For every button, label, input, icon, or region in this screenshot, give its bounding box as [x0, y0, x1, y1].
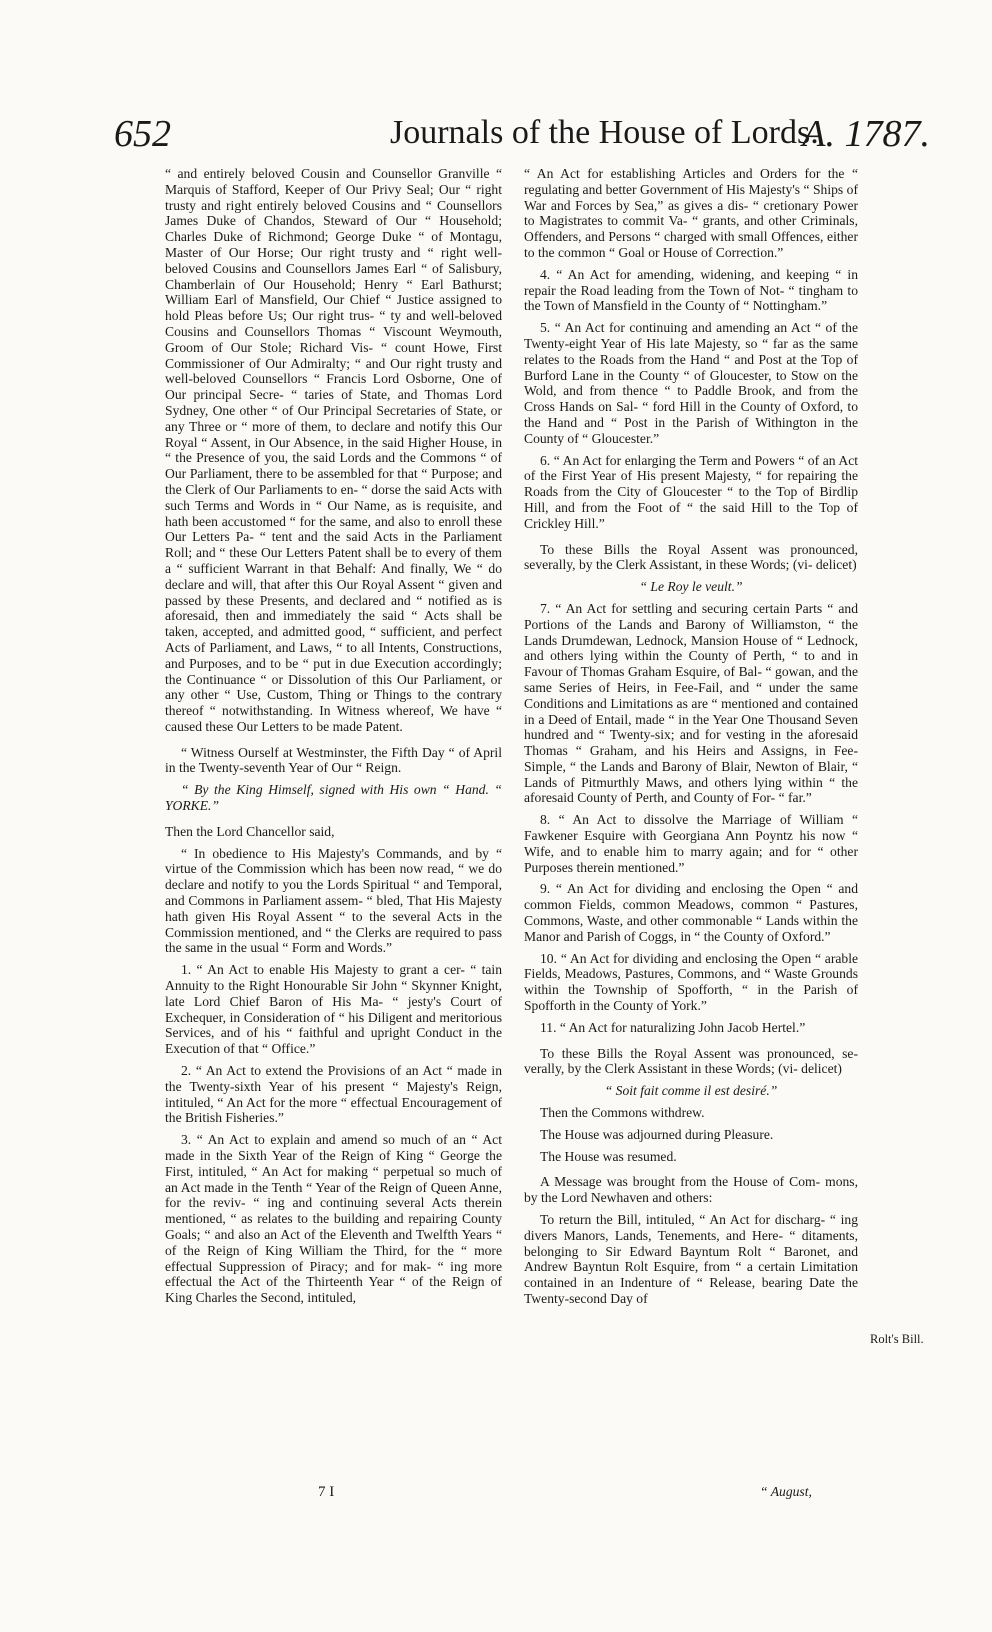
act-item: 7. “ An Act for settling and securing certain Parts “ and Portions of the Lands and Barony of Williamston, “ the Lands Drumdewan, Lednock, Mansion House of “ Lednock, and others lying within the County of Perth, “ to and in Favour of Thomas Graham Esquire, of Bal- “ gowan, and the same Series of Heirs, in Fee-Fail, and “ under the same Conditions and Limitations as are “ mentioned and contained in a Deed of Entail, made “ in the Year One Thousand Seven hundred and “ Twenty-six; and for vesting in the aforesaid Thomas “ Graham, and his Heirs and Assigns, in Fee-Simple, “ the Lands and Barony of Blair, Newton of Blair, “ Lands of Pitmurthly Maws, and others lying within “ the aforesaid County of Perth, and County of For- “ far.”	[524, 600, 858, 806]
act-item: 8. “ An Act to dissolve the Marriage of William “ Fawkener Esquire with Georgiana Ann Poyntz his now “ Wife, and to enable him to marry again; and for “ other Purposes therein mentioned.”	[524, 812, 858, 875]
witness-clause: “ Witness Ourself at Westminster, the Fifth Day “ of April in the Twenty-seventh Year of Our “ Reign.	[165, 744, 502, 776]
act-item: 10. “ An Act for dividing and enclosing the Open “ arable Fields, Meadows, Pastures, Commons, and “ Waste Grounds within the Township of Spofforth, “ in the Parish of Spofforth in the County of York.”	[524, 950, 858, 1014]
act-item: 4. “ An Act for amending, widening, and keeping “ in repair the Road leading from the Town of Not- “ tingham to the Town of Mansfield in the County of “ Nottingham.”	[524, 266, 858, 314]
assent-statement: To these Bills the Royal Assent was pronounced, severally, by the Clerk Assistant, in these Words; (vi- delicet)	[524, 541, 858, 573]
act-item: 2. “ An Act to extend the Provisions of an Act “ made in the Twenty-sixth Year of his present “ Majesty's Reign, intituled, “ An Act for the more “ effectual Encouragement of the British Fisheries.”	[165, 1063, 502, 1126]
year-heading: A. 1787.	[802, 113, 930, 155]
assent-statement: To these Bills the Royal Assent was pronounced, se- verally, by the Clerk Assistant in these Words; (vi- delicet)	[524, 1045, 858, 1077]
act-item: 1. “ An Act to enable His Majesty to grant a cer- “ tain Annuity to the Right Honourable Sir John “ Skynner Knight, late Lord Chief Baron of His Ma- “ jesty's Court of Exchequer, in Consideration of “ his Diligent and meritorious Services, and of his “ faithful and upright Conduct in the Execution of that “ Office.”	[165, 962, 502, 1057]
act-item: 6. “ An Act for enlarging the Term and Powers “ of an Act of the First Year of His present Majesty, “ for repairing the Roads from the City of Gloucester “ to the Top of Birdlip Hill, and from the Foot of “ the said Hill to the Top of Crickley Hill.”	[524, 452, 858, 531]
proceeding-line: Then the Commons withdrew.	[540, 1105, 705, 1121]
act-item: 5. “ An Act for continuing and amending an Act “ of the Twenty-eight Year of His late Majesty, so “ far as the same relates to the Roads from the Hand “ and Post at the Top of Burford Lane in the County “ of Gloucester, to Stow on the Wold, and from thence “ to Paddle Brook, and from the Cross Hands on Sal- “ ford Hill in the County of Oxford, to the Hand and “ Post in the Parish of Withington in the County of “ Gloucester.”	[524, 320, 858, 446]
royal-signature: “ By the King Himself, signed with His own “ Hand. “ YORKE.”	[165, 782, 502, 814]
page-number: 652	[114, 113, 171, 155]
catchword: “ August,	[760, 1484, 812, 1499]
assent-formula: “ Soit fait comme il est desiré.”	[604, 1083, 778, 1099]
act-continuation: “ An Act for establishing Articles and Orders for the “ regulating and better Government of His Majesty's “ Ships of War and Forces by Sea,” as gives a dis- “ cretionary Power to Magistrates to commit Va- “ grants, and other Criminals, Offenders, and Persons “ charged with small Offences, either to the common “ Goal or House of Correction.”	[524, 166, 858, 260]
page-header	[110, 108, 930, 164]
chancellor-speech: “ In obedience to His Majesty's Commands, and by “ virtue of the Commission which has been now read, “ we do declare and notify to you the Lords Spiritual “ and Temporal, and Commons in Parliament assem- “ bled, That His Majesty hath given His Royal Assent “ to the several Acts in the Commission mentioned, and “ the Clerks are required to pass the same in the usual “ Form and Words.”	[165, 845, 502, 956]
act-item: 11. “ An Act for naturalizing John Jacob Hertel.”	[540, 1019, 806, 1035]
right-column	[524, 166, 858, 1313]
signature-mark: 7 I	[318, 1484, 335, 1500]
assent-formula: “ Le Roy le veult.”	[639, 579, 743, 595]
act-item: 9. “ An Act for dividing and enclosing the Open “ and common Fields, common Meadows, common “ Pastures, Commons, Waste, and other commonable “ Lands within the Manor and Parish of Coggs, in “ the County of Oxford.”	[524, 881, 858, 944]
act-item: 3. “ An Act to explain and amend so much of an “ Act made in the Sixth Year of the Reign of King “ George the First, intituled, “ An Act for making “ perpetual so much of an Act made in the Tenth “ Year of the Reign of Queen Anne, for the reviv- “ ing and continuing several Acts therein mentioned, “ as relates to the building and repairing County Goals; “ and also an Act of the Eleventh and Twelfth Years “ of the Reign of King William the Third, for the “ more effectual Suppression of Piracy; and for mak- “ ing more effectual the Act of the Thirteenth Year “ of the Reign of King Charles the Second, intituled,	[165, 1132, 502, 1306]
chancellor-intro: Then the Lord Chancellor said,	[165, 823, 335, 839]
letters-patent-text: “ and entirely beloved Cousin and Counsellor Granville “ Marquis of Stafford, Keeper of Our Privy Seal; Our “ right trusty and right entirely beloved Cousins and “ Counsellors James Duke of Chandos, Steward of Our “ Household; Charles Duke of Richmond; George Duke “ of Montagu, Master of Our Horse; Our right trusty and “ right well-beloved Cousins and Counsellors James Earl “ of Salisbury, Chamberlain of Our Household; Henry “ Earl Bathurst; William Earl of Mansfield, Our Chief “ Justice assigned to hold Pleas before Us; Our right trus- “ ty and well-beloved Cousins and Counsellors Thomas “ Viscount Weymouth, Groom of Our Stole; Richard Vis- “ count Howe, First Commissioner of Our Admiralty; “ and Our right trusty and well-beloved Counsellors “ Francis Lord Osborne, One of Our principal Secre- “ taries of State, and Thomas Lord Sydney, One other “ of Our Principal Secretaries of State, or any Three or “ more of them, to declare and notify this Our Royal “ Assent, in Our Absence, in the said Higher House, in “ the Presence of you, the said Lords and the Commons “ of Our Parliament, there to be assembled for that “ Purpose; and the Clerk of Our Parliaments to en- “ dorse the said Acts with such Terms and Words in “ Our Name, as is requisite, and hath been accustomed “ for the same, and also to enroll these Our Letters Pa- “ tent and the said Acts in the Parliament Roll; and “ these Our Letters Patent shall be to every of them a “ sufficient Warrant in that Behalf: And finally, We “ do declare and will, that after this Our Royal Assent “ given and passed by these Presents, and declared and “ notified as is aforesaid, then and immediately the said “ Acts shall be taken, accepted, and admitted good, “ sufficient, and perfect Acts of Parliament, and Laws, “ to all Intents, Constructions, and Purposes, and to be “ put in due Execution accordingly; the Continuance “ or Dissolution of this Our Parliament, or any other “ Use, Custom, Thing or Things to the contrary thereof “ notwithstanding. In Witness whereof, We have “ caused these Our Letters to be made Patent.	[165, 166, 502, 734]
running-title: Journals of the House of Lords.	[390, 114, 819, 151]
left-column	[165, 166, 502, 1312]
message-text: To return the Bill, intituled, “ An Act for discharg- “ ing divers Manors, Lands, Tenements, and Here- “ ditaments, belonging to Sir Edward Bayntum Rolt “ Baronet, and Andrew Bayntun Rolt Esquire, from “ a certain Limitation contained in an Indenture of “ Release, bearing Date the Twenty-second Day of	[524, 1212, 858, 1306]
margin-note: Rolt's Bill.	[870, 1332, 924, 1346]
proceeding-line: The House was resumed.	[540, 1148, 677, 1164]
message-intro: A Message was brought from the House of Com- mons, by the Lord Newhaven and others:	[524, 1174, 858, 1206]
proceeding-line: The House was adjourned during Pleasure.	[540, 1126, 774, 1142]
